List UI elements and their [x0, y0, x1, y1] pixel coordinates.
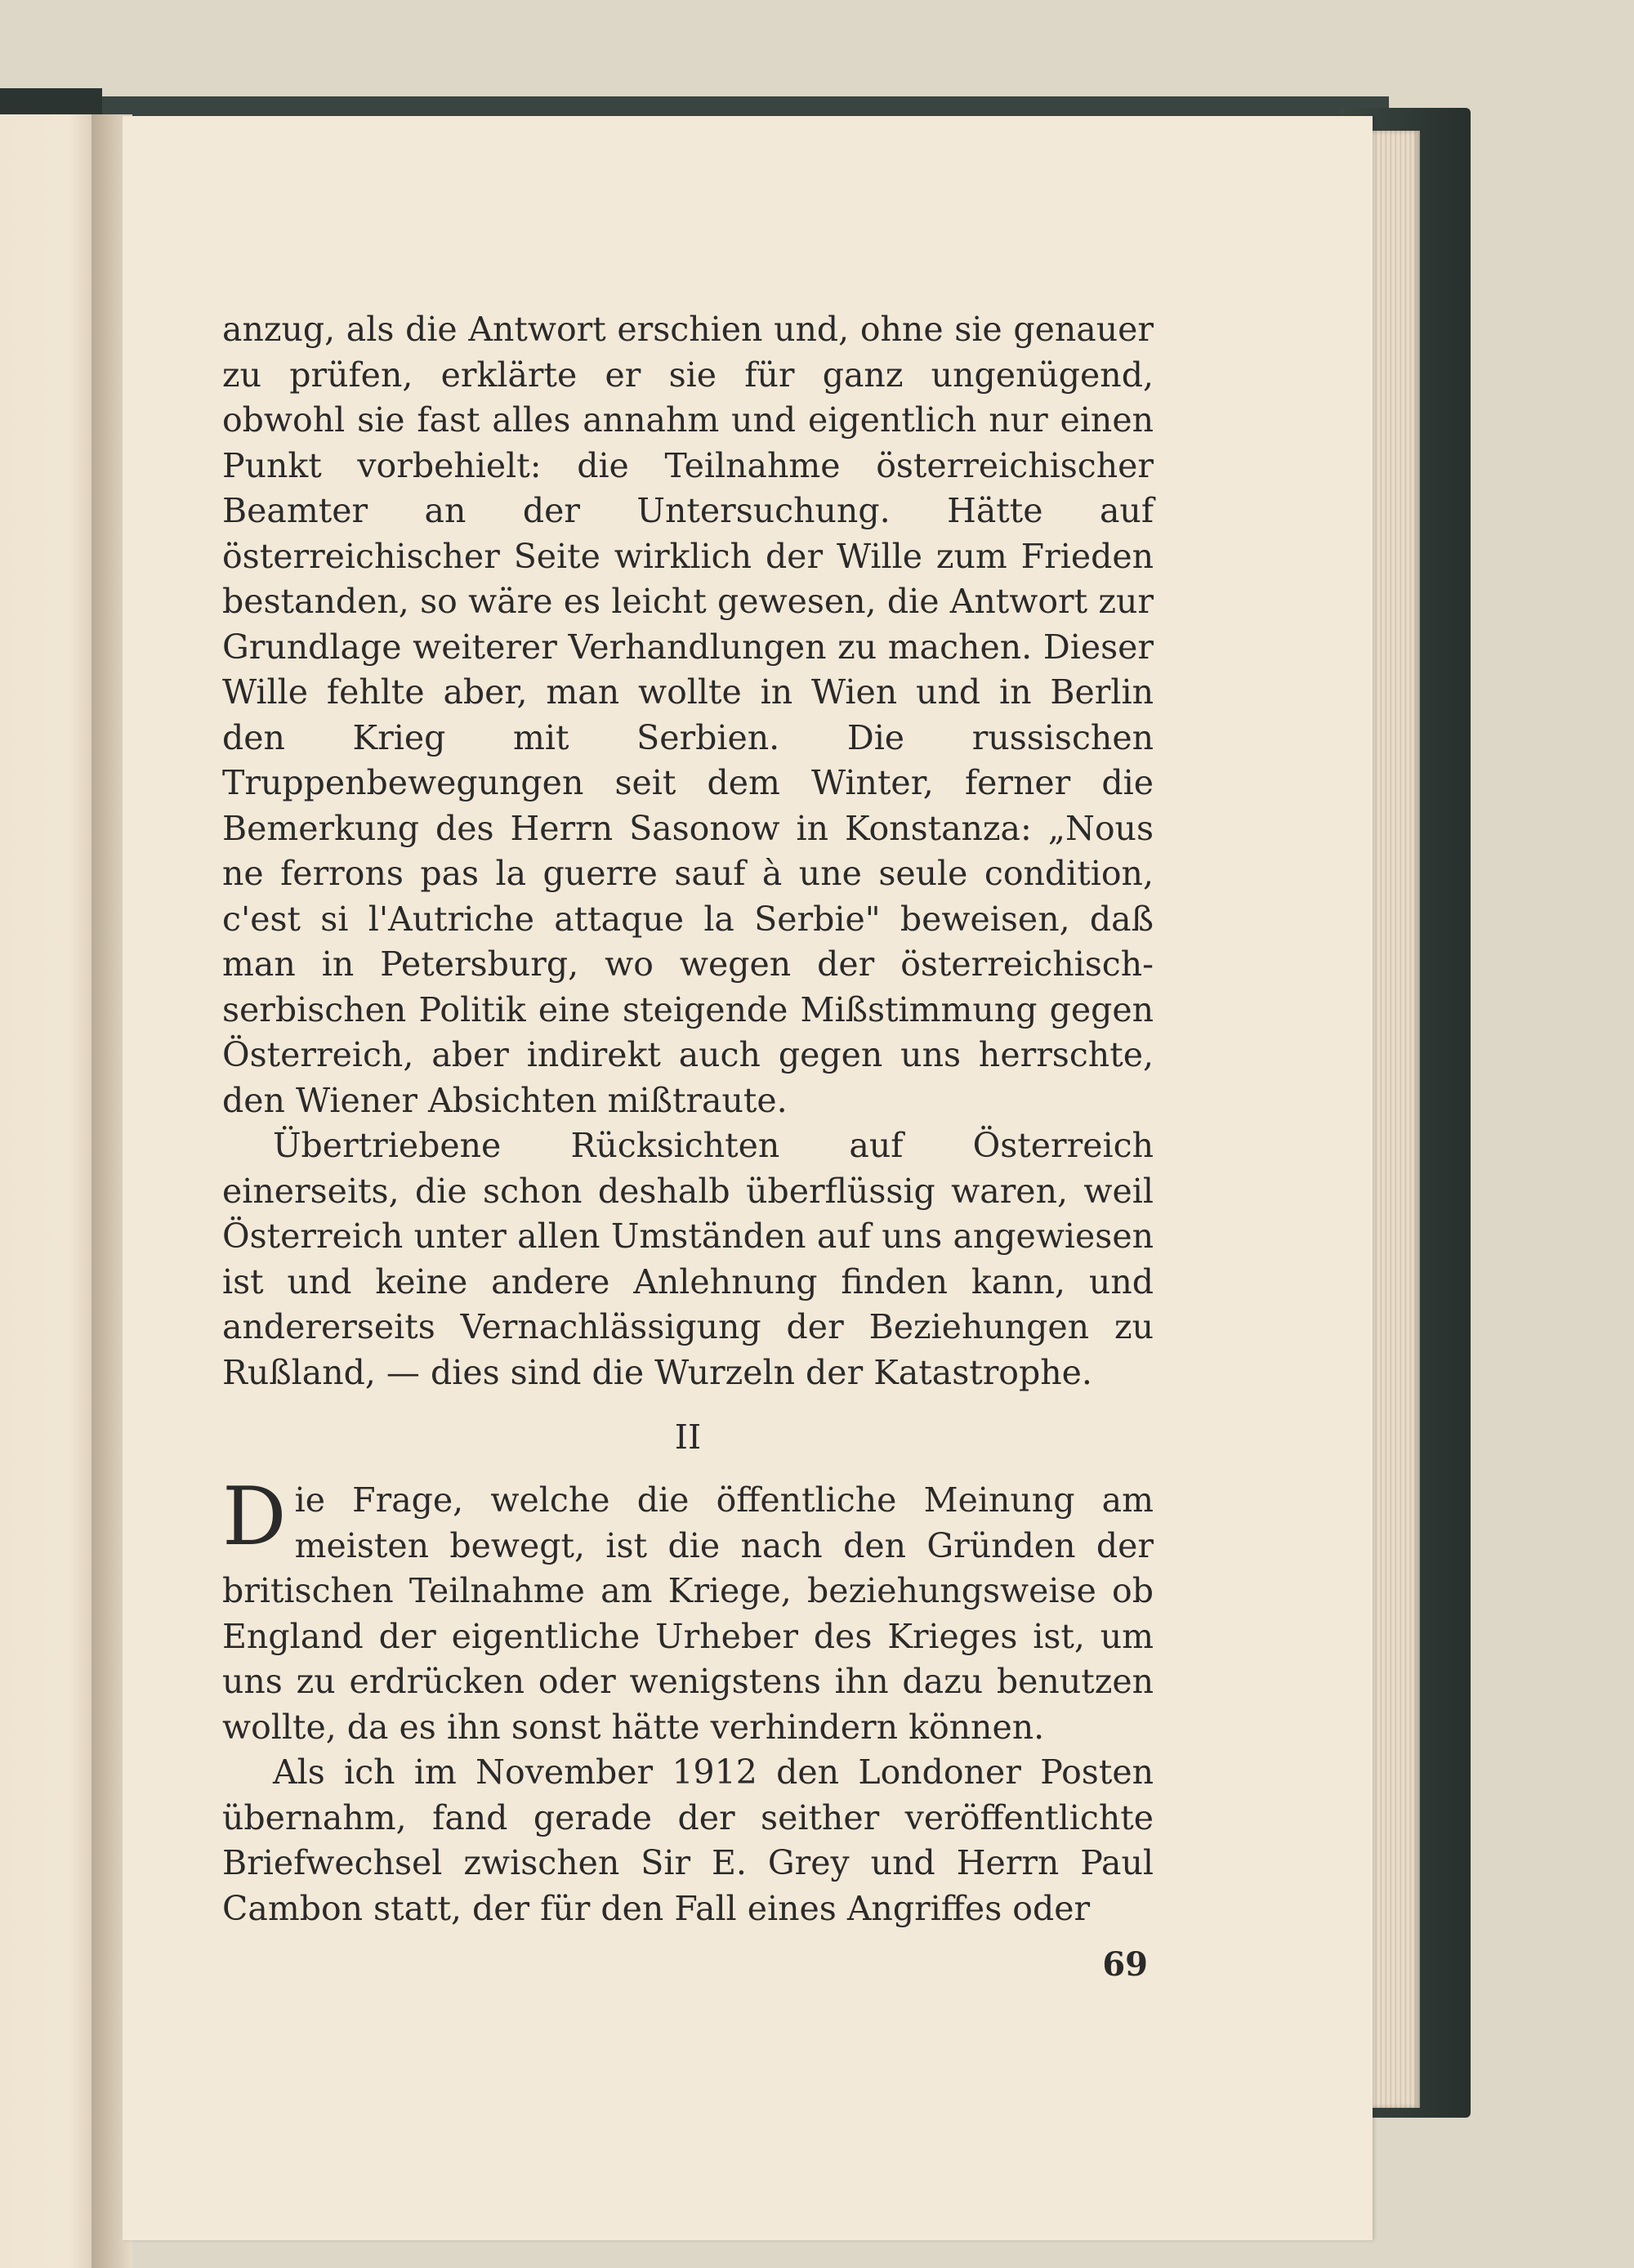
left-cover-strip: [0, 88, 102, 118]
facing-page-edge: [0, 114, 98, 2268]
page-number: 69: [1102, 1945, 1148, 1984]
paragraph-conclusion: Übertriebene Rücksichten auf Österreich einerseits, die schon deshalb überflüssig waren, weil Österreich unter allen Umständen auf uns angewiesen ist und keine andere Anlehnung finden kann, und andererseits Vernachlässigung der Beziehungen zu Rußland, — dies sind die Wurzeln der Katastrophe.: [222, 1126, 1154, 1392]
drop-cap: D: [222, 1471, 287, 1564]
section-heading: II: [674, 1418, 702, 1457]
paragraph-continued: anzug, als die Antwort erschien und, ohne sie genauer zu prüfen, erklärte er sie für ganz ungenügend, obwohl sie fast alles annahm und eigentlich nur einen Punkt vorbehielt: die Teilnahme österreichischer Beamter an der Untersuchung. Hätte auf österreichischer Seite wirklich der Wille zum Frieden bestanden, so wäre es leicht gewesen, die Antwort zur Grundlage weiterer Verhandlungen zu machen. Dieser Wille fehlte aber, man wollte in Wien und in Berlin den Krieg mit Serbien. Die russischen Truppenbewegungen seit dem Winter, ferner die Bemerkung des Herrn Sasonow in Konstanza: „Nous ne ferrons pas la guerre sauf à une seule condition, c'est si l'Autriche attaque la Serbie" beweisen, daß man in Petersburg, wo wegen der österreichisch-serbischen Politik eine steigende Mißstimmung gegen Österreich, aber indirekt auch gegen uns herrschte, den Wiener Absichten mißtraute.: [222, 310, 1154, 1120]
section-first-paragraph: [222, 1471, 1154, 1750]
section-second-paragraph: Als ich im November 1912 den Londoner Posten übernahm, fand gerade der seither veröffentlichte Briefwechsel zwischen Sir E. Grey und Herrn Paul Cambon statt, der für den Fall eines Angriffes oder: [222, 1752, 1154, 1928]
section-first-paragraph-text: ie Frage, welche die öffentliche Meinung am meisten bewegt, ist die nach den Gründen der britischen Teilnahme am Kriege, beziehungsweise ob England der eigentliche Urheber des Krieges ist, um uns zu erdrücken oder wenigstens ihn dazu benutzen wollte, da es ihn sonst hätte verhindern können.: [222, 1480, 1154, 1747]
page-text-block: [222, 307, 1154, 1931]
